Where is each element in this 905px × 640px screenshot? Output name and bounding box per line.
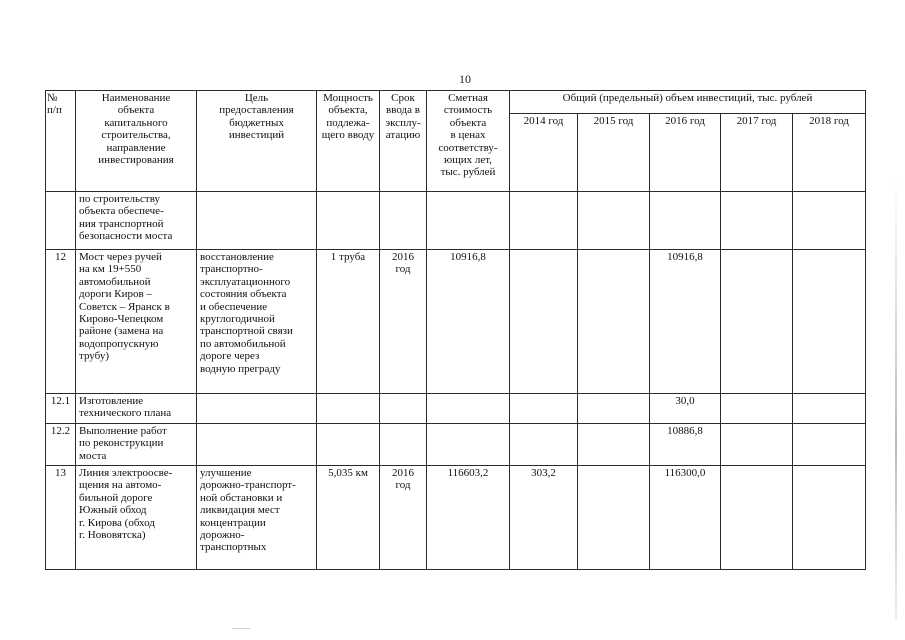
row-name: Линия электроосве- щения на автомо- бильной дороге Южный обход г. Кирова (обход г. Нововятска) xyxy=(76,466,197,570)
row-name: Выполнение работ по реконструкции моста xyxy=(76,424,197,466)
row-num: 12.1 xyxy=(46,394,76,424)
row-num: 12.2 xyxy=(46,424,76,466)
row-2015 xyxy=(578,394,650,424)
row-purpose xyxy=(197,424,317,466)
header-row xyxy=(46,91,866,114)
row-cost xyxy=(427,192,510,250)
header-year-2015: 2015 год xyxy=(578,114,650,192)
row-purpose: восстановление транспортно- эксплуатационного состояния объекта и обеспечение круглогодичной транспортной связи по автомобильной дороге через водную преграду xyxy=(197,250,317,394)
header-year-2014: 2014 год xyxy=(510,114,578,192)
row-capacity xyxy=(317,394,380,424)
row-2017 xyxy=(721,466,793,570)
row-2015 xyxy=(578,250,650,394)
row-2018 xyxy=(793,424,866,466)
row-2016: 116300,0 xyxy=(650,466,721,570)
row-2016: 10916,8 xyxy=(650,250,721,394)
row-2017 xyxy=(721,192,793,250)
row-2018 xyxy=(793,250,866,394)
row-2014 xyxy=(510,394,578,424)
header-year-2018: 2018 год xyxy=(793,114,866,192)
row-num: 12 xyxy=(46,250,76,394)
row-term: 2016 год xyxy=(380,466,427,570)
row-name: по строительству объекта обеспече- ния транспортной безопасности моста xyxy=(76,192,197,250)
row-2018 xyxy=(793,394,866,424)
row-term xyxy=(380,192,427,250)
header-total: Общий (предельный) объем инвестиций, тыс. рублей xyxy=(510,91,866,114)
table-row xyxy=(46,394,866,424)
row-capacity xyxy=(317,424,380,466)
row-num xyxy=(46,192,76,250)
header-num: № п/п xyxy=(46,91,76,192)
row-capacity: 1 труба xyxy=(317,250,380,394)
page-number: 10 xyxy=(459,72,471,86)
header-year-2016: 2016 год xyxy=(650,114,721,192)
row-2015 xyxy=(578,466,650,570)
row-name: Изготовление технического плана xyxy=(76,394,197,424)
row-capacity: 5,035 км xyxy=(317,466,380,570)
row-2016: 30,0 xyxy=(650,394,721,424)
row-2014: 303,2 xyxy=(510,466,578,570)
header-capacity: Мощность объекта, подлежа- щего вводу xyxy=(317,91,380,192)
table-row xyxy=(46,466,866,570)
row-2017 xyxy=(721,250,793,394)
scan-artifact-line xyxy=(895,180,897,620)
row-2017 xyxy=(721,394,793,424)
row-cost xyxy=(427,394,510,424)
row-2018 xyxy=(793,192,866,250)
row-2014 xyxy=(510,192,578,250)
row-cost: 116603,2 xyxy=(427,466,510,570)
row-2016 xyxy=(650,192,721,250)
row-2015 xyxy=(578,192,650,250)
row-purpose xyxy=(197,394,317,424)
table-row xyxy=(46,192,866,250)
row-2014 xyxy=(510,250,578,394)
header-purpose: Цель предоставления бюджетных инвестиций xyxy=(197,91,317,192)
row-purpose: улучшение дорожно-транспорт- ной обстановки и ликвидация мест концентрации дорожно- транспортных xyxy=(197,466,317,570)
header-year-2017: 2017 год xyxy=(721,114,793,192)
header-name: Наименование объекта капитального строительства, направление инвестирования xyxy=(76,91,197,192)
row-capacity xyxy=(317,192,380,250)
header-term: Срок ввода в эксплу- атацию xyxy=(380,91,427,192)
table-row xyxy=(46,250,866,394)
row-2015 xyxy=(578,424,650,466)
row-name: Мост через ручей на км 19+550 автомобильной дороги Киров – Советск – Яранск в Кирово-Чепецком районе (замена на водопропускную трубу) xyxy=(76,250,197,394)
row-cost xyxy=(427,424,510,466)
row-2018 xyxy=(793,466,866,570)
investment-table xyxy=(45,90,866,570)
row-2016: 10886,8 xyxy=(650,424,721,466)
scan-artifact-mark xyxy=(232,628,250,629)
header-cost: Сметная стоимость объекта в ценах соответству- ющих лет, тыс. рублей xyxy=(427,91,510,192)
row-cost: 10916,8 xyxy=(427,250,510,394)
table-row xyxy=(46,424,866,466)
row-term xyxy=(380,424,427,466)
row-term xyxy=(380,394,427,424)
row-2017 xyxy=(721,424,793,466)
row-purpose xyxy=(197,192,317,250)
row-term: 2016 год xyxy=(380,250,427,394)
row-2014 xyxy=(510,424,578,466)
row-num: 13 xyxy=(46,466,76,570)
